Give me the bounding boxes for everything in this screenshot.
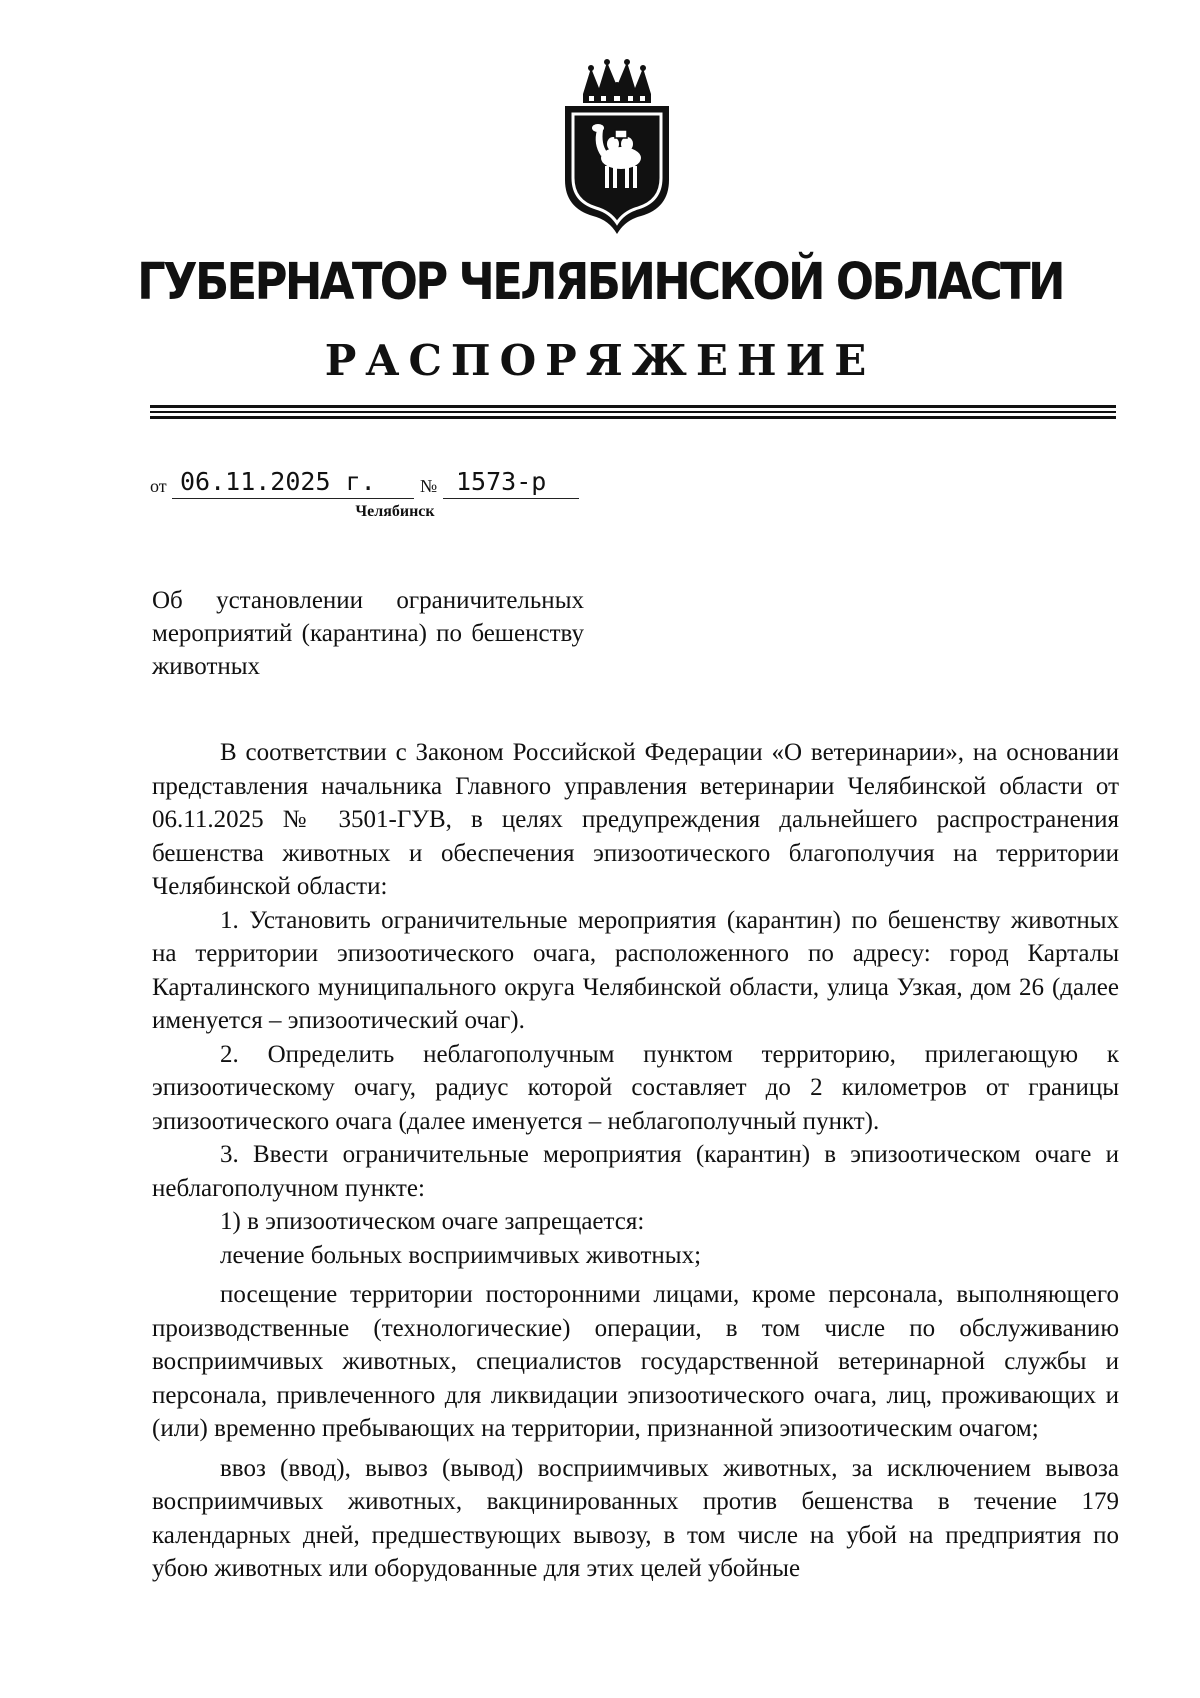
document-date: 06.11.2025 г. <box>180 467 376 496</box>
header-divider <box>150 416 1116 419</box>
body-paragraph: 3. Ввести ограничительные мероприятия (карантин) в эпизоотическом очаге и неблагополучном пункте: <box>152 1141 1119 1202</box>
document-dateline <box>150 466 750 500</box>
date-label: от <box>150 476 167 496</box>
document-type-title: РАСПОРЯЖЕНИЕ <box>324 336 876 385</box>
coat-of-arms-icon <box>561 58 673 234</box>
header-divider <box>150 405 1116 408</box>
document-city: Челябинск <box>355 503 435 520</box>
body-paragraph: В соответствии с Законом Российской Федерации «О ветеринарии», на основании представления начальника Главного управления ветеринарии Челябинской области от 06.11.2025 № 3501-ГУВ, в целях предупреждения дальнейшего распространения бешенства животных и обеспечения эпизоотического благополучия на территории Челябинской области: <box>152 739 1119 900</box>
number-label: № <box>420 476 438 496</box>
issuing-authority-title: ГУБЕРНАТОР ЧЕЛЯБИНСКОЙ ОБЛАСТИ <box>137 253 1063 312</box>
body-paragraph: 1. Установить ограничительные мероприятия (карантин) по бешенству животных на территории эпизоотического очага, расположенного по адресу: город Карталы Карталинского муниципального округа Челябинской области, улица Узкая, дом 26 (далее именуется – эпизоотический очаг). <box>152 906 1119 1034</box>
body-paragraph: 2. Определить неблагополучным пунктом территорию, прилегающую к эпизоотическому очагу, радиус которой составляет до 2 километров от границы эпизоотического очага (далее именуется – неблагополучный пункт). <box>152 1040 1119 1135</box>
date-underline <box>172 498 414 499</box>
body-paragraph: лечение больных восприимчивых животных; <box>220 1241 702 1269</box>
document-subject: Об установлении ограничительных мероприятий (карантина) по бешенству животных <box>152 587 584 680</box>
header-divider <box>150 411 1116 413</box>
document-body <box>152 736 1119 1586</box>
body-paragraph: 1) в эпизоотическом очаге запрещается: <box>220 1208 645 1235</box>
body-paragraph: посещение территории посторонними лицами, кроме персонала, выполняющего производственные (технологические) операции, в том числе по обслуживанию восприимчивых животных, специалистов государственной ветеринарной службы и персонала, привлеченного для ликвидации эпизоотического очага, лиц, проживающих и (или) временно пребывающих на территории, признанной эпизоотическим очагом; <box>152 1281 1119 1442</box>
body-paragraph: ввоз (ввод), вывоз (вывод) восприимчивых животных, за исключением вывоза восприимчивых животных, вакцинированных против бешенства в течение 179 календарных дней, предшествующих вывозу, в том числе на убой на предприятия по убою животных или оборудованные для этих целей убойные <box>152 1454 1119 1582</box>
document-number: 1573-р <box>456 467 547 496</box>
number-underline <box>443 498 579 499</box>
